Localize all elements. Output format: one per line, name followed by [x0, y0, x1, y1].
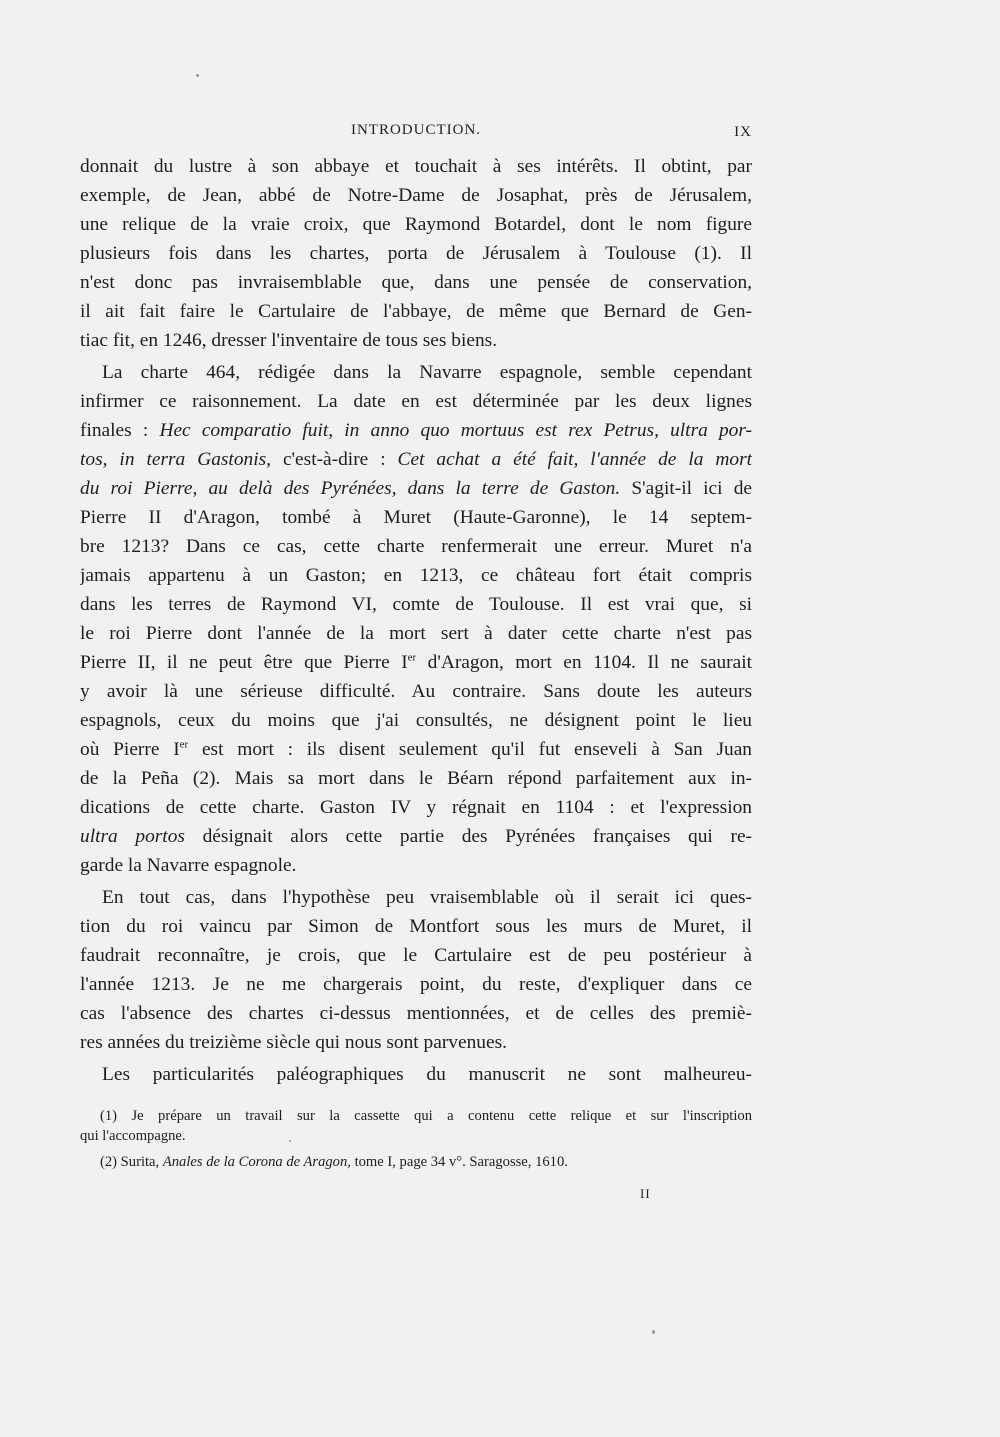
text-line: La charte 464, rédigée dans la Navarre espagnole, semble cependant — [102, 362, 752, 383]
page-header — [80, 122, 752, 146]
text-line: tiac fit, en 1246, dresser l'inventaire de tous ses biens. — [80, 330, 498, 351]
footnote-1: (1) Je prépare un travail sur la cassette qui a contenu cette relique et sur l'inscription — [100, 1108, 752, 1124]
text-line: cas l'absence des chartes ci-dessus mentionnées, et de celles des premiè- — [80, 1003, 752, 1024]
text-line — [80, 822, 752, 851]
text-segment: Pierre II, il ne peut être que Pierre I — [80, 652, 408, 673]
text-line: y avoir là une sérieuse difficulté. Au contraire. Sans doute les auteurs — [80, 681, 752, 702]
footnotes — [80, 1106, 752, 1172]
text-segment: où Pierre I — [80, 739, 180, 760]
latin-quote: Hec comparatio fuit, in anno quo mortuus est rex Petrus, ultra por- — [159, 420, 752, 441]
text-line: il ait fait faire le Cartulaire de l'abbaye, de même que Bernard de Gen- — [80, 301, 752, 322]
text-segment: désignait alors cette partie des Pyrénées françaises qui re- — [184, 826, 752, 847]
text-line: tion du roi vaincu par Simon de Montfort sous les murs de Muret, il — [80, 916, 752, 937]
footnote-1-continued: qui l'accompagne. — [80, 1128, 186, 1144]
text-line: jamais appartenu à un Gaston; en 1213, ce château fort était compris — [80, 565, 752, 586]
page-number: IX — [734, 124, 752, 140]
book-title: Anales de la Corona de Aragon, — [162, 1154, 351, 1170]
text-line: garde la Navarre espagnole. — [80, 855, 297, 876]
text-line: n'est donc pas invraisemblable que, dans une pensée de conservation, — [80, 272, 752, 293]
text-segment: tome I, page 34 v°. Saragosse, 1610. — [350, 1154, 568, 1170]
superscript: er — [407, 651, 417, 664]
text-line: faudrait reconnaître, je crois, que le Cartulaire est de peu postérieur à — [80, 945, 752, 966]
running-title: INTRODUCTION. — [350, 122, 482, 138]
text-line: dans les terres de Raymond VI, comte de Toulouse. Il est vrai que, si — [80, 594, 752, 615]
text-line: bre 1213? Dans ce cas, cette charte renfermerait une erreur. Muret n'a — [80, 536, 752, 557]
text-segment: est mort : ils disent seulement qu'il fut enseveli à San Juan — [188, 739, 752, 760]
text-line: donnait du lustre à son abbaye et touchait à ses intérêts. Il obtint, par — [80, 156, 752, 177]
text-line: le roi Pierre dont l'année de la mort sert à dater cette charte n'est pas — [80, 623, 752, 644]
text-line — [80, 648, 752, 677]
text-line: de la Peña (2). Mais sa mort dans le Béarn répond parfaitement aux in- — [80, 768, 752, 789]
text-segment: S'agit-il ici de — [620, 478, 752, 499]
text-segment: c'est-à-dire : — [271, 449, 398, 470]
text-line — [80, 416, 752, 445]
translation-quote: Cet achat a été fait, l'année de la mort — [397, 449, 752, 470]
text-segment: d'Aragon, mort en 1104. Il ne saurait — [416, 652, 752, 673]
text-segment: finales : — [80, 420, 160, 441]
text-line: Pierre II d'Aragon, tombé à Muret (Haute-Garonne), le 14 septem- — [80, 507, 752, 528]
text-line: En tout cas, dans l'hypothèse peu vraisemblable où il serait ici ques- — [102, 887, 752, 908]
footnote-2 — [80, 1152, 752, 1172]
signature-mark: II — [640, 1186, 651, 1201]
text-line: Les particularités paléographiques du manuscrit ne sont malheureu- — [102, 1064, 752, 1085]
text-line — [80, 445, 752, 474]
text-line — [80, 735, 752, 764]
text-line: une relique de la vraie croix, que Raymond Botardel, dont le nom figure — [80, 214, 752, 235]
main-text — [80, 152, 752, 1089]
text-segment: (2) Surita, — [100, 1154, 163, 1170]
text-line: dications de cette charte. Gaston IV y régnait en 1104 : et l'expression — [80, 797, 752, 818]
text-line: infirmer ce raisonnement. La date en est déterminée par les deux lignes — [80, 391, 752, 412]
translation-quote: du roi Pierre, au delà des Pyrénées, dans la terre de Gaston. — [80, 478, 621, 499]
text-line: l'année 1213. Je ne me chargerais point, du reste, d'expliquer dans ce — [80, 974, 752, 995]
superscript: er — [179, 738, 189, 751]
text-line: exemple, de Jean, abbé de Notre-Dame de Josaphat, près de Jérusalem, — [80, 185, 752, 206]
text-line — [80, 474, 752, 503]
latin-quote: tos, in terra Gastonis, — [80, 449, 271, 470]
latin-term: ultra portos — [80, 826, 185, 847]
text-line: plusieurs fois dans les chartes, porta de Jérusalem à Toulouse (1). Il — [80, 243, 752, 264]
text-line: res années du treizième siècle qui nous sont parvenues. — [80, 1032, 507, 1053]
text-line: espagnols, ceux du moins que j'ai consultés, ne désignent point le lieu — [80, 710, 752, 731]
